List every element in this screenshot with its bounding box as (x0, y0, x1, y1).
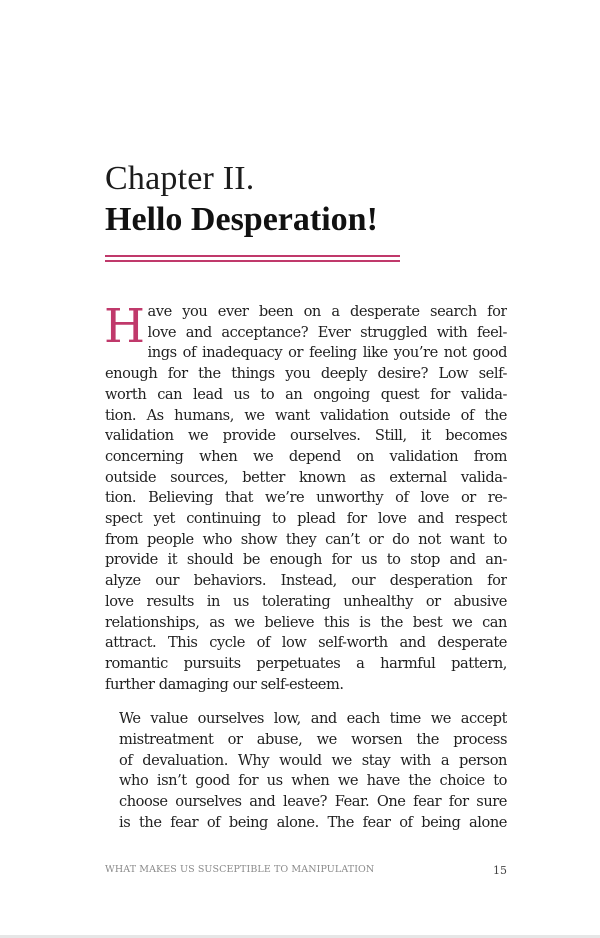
text-line: concerning when we depend on validation from (105, 447, 507, 465)
paragraph-1 (104, 299, 507, 695)
title-rule-bottom (105, 260, 400, 262)
text-line: further damaging our self-esteem. (105, 675, 344, 693)
text-line: enough for the things you deeply desire? Low self- (105, 365, 507, 383)
chapter-number: Chapter II. (105, 160, 255, 197)
title-rule-top (105, 255, 400, 257)
page-number: 15 (493, 864, 507, 877)
running-title: WHAT MAKES US SUSCEPTIBLE TO MANIPULATION (105, 864, 375, 875)
text-line: mistreatment or abuse, we worsen the process (119, 731, 507, 749)
text-line: worth can lead us to an ongoing quest for valida- (105, 385, 507, 403)
text-line: romantic pursuits perpetuates a harmful pattern, (105, 654, 507, 672)
text-line: alyze our behaviors. Instead, our desperation for (105, 572, 507, 590)
text-line: ave you ever been on a desperate search for (147, 303, 507, 320)
chapter-title: Hello Desperation! (105, 201, 378, 238)
text-line: love and acceptance? Ever struggled with feel- (147, 323, 507, 341)
text-line: ings of inadequacy or feeling like you’re not good (147, 344, 507, 362)
paragraph-2 (105, 709, 507, 833)
text-line: of devaluation. Why would we stay with a person (119, 751, 507, 769)
text-line: attract. This cycle of low self-worth and desperate (105, 634, 507, 652)
text-line: tion. As humans, we want validation outside of the (105, 406, 507, 424)
drop-cap: H (104, 299, 145, 354)
text-line: who isn’t good for us when we have the choice to (119, 772, 507, 790)
text-line: outside sources, better known as external valida- (105, 468, 507, 486)
text-line: from people who show they can’t or do not want to (105, 530, 507, 548)
text-line: validation we provide ourselves. Still, it becomes (105, 427, 507, 445)
text-line: We value ourselves low, and each time we accept (119, 710, 507, 728)
text-line: spect yet continuing to plead for love and respect (105, 510, 507, 528)
text-line: choose ourselves and leave? Fear. One fear for sure (119, 793, 507, 811)
text-line: provide it should be enough for us to stop and an- (105, 551, 507, 569)
text-line: tion. Believing that we’re unworthy of love or re- (105, 489, 507, 507)
text-line: is the fear of being alone. The fear of being alone (119, 813, 507, 831)
text-line: love results in us tolerating unhealthy or abusive (105, 592, 507, 610)
text-line: relationships, as we believe this is the best we can (105, 613, 507, 631)
chapter-body (104, 299, 507, 834)
